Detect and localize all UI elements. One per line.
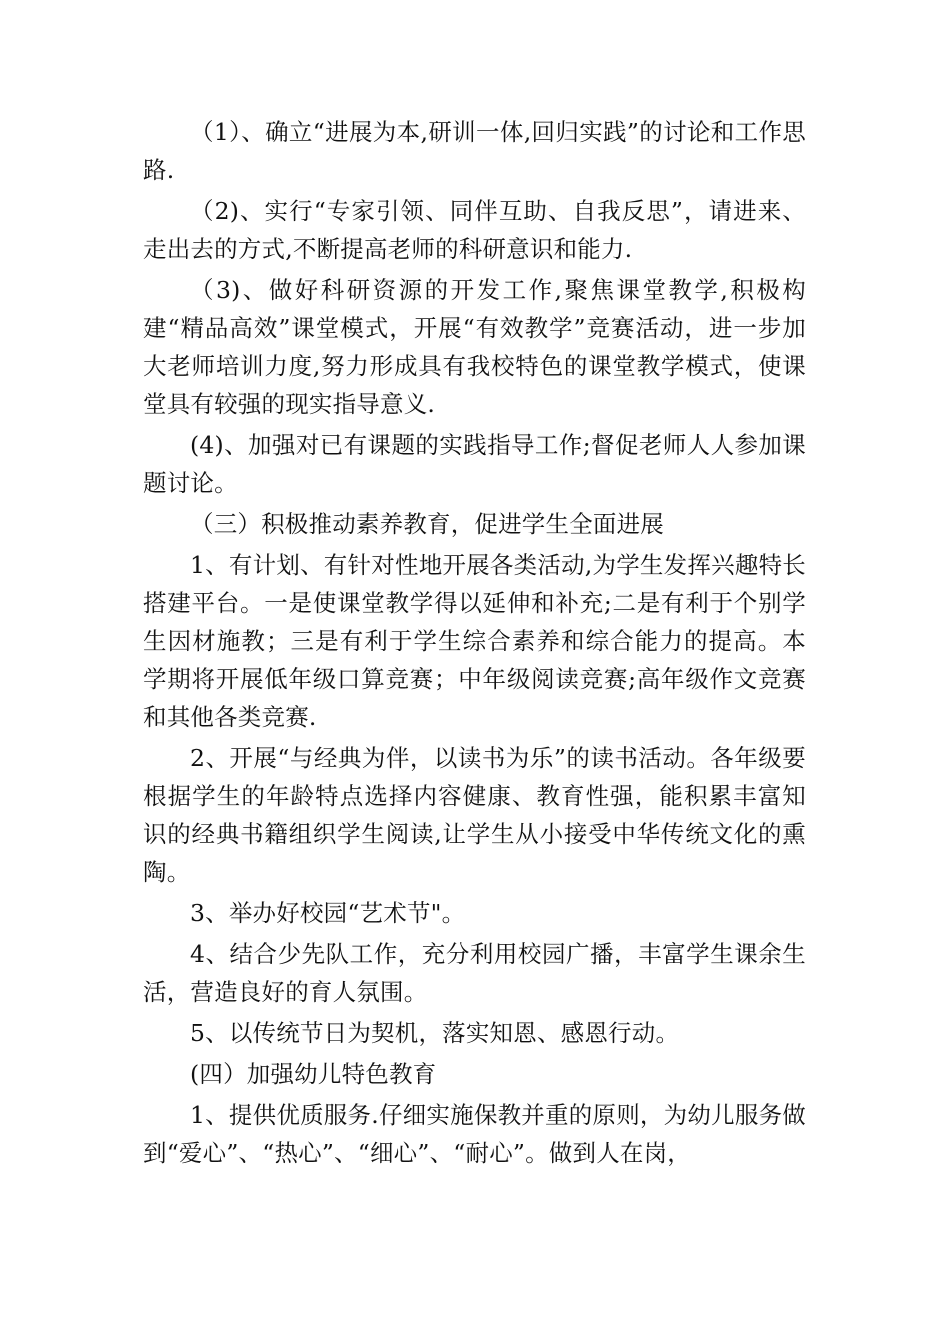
paragraph-10: 1、提供优质服务.仔细实施保教并重的原则，为幼儿服务做到“爱心”、“热心”、“细心”、“耐心”。做到人在岗， xyxy=(143,1101,806,1167)
paragraph-5: 1、有计划、有针对性地开展各类活动,为学生发挥兴趣特长搭建平台。一是使课堂教学得以延伸和补充;二是有利于个别学生因材施教；三是有利于学生综合素养和综合能力的提高。本学期将开展低年级口算竞赛；中年级阅读竞赛;高年级作文竞赛和其他各类竞赛. xyxy=(143,551,806,731)
paragraph-6: 2、开展“与经典为伴，以读书为乐”的读书活动。各年级要根据学生的年龄特点选择内容健康、教育性强，能积累丰富知识的经典书籍组织学生阅读,让学生从小接受中华传统文化的熏陶。 xyxy=(143,744,806,886)
section-heading-3: （三）积极推动素养教育，促进学生全面进展 xyxy=(190,510,664,538)
paragraph-2: （2)、实行“专家引领、同伴互助、自我反思”，请进来、走出去的方式,不断提高老师的科研意识和能力. xyxy=(143,197,806,263)
paragraph-3: （3)、做好科研资源的开发工作,聚焦课堂教学,积极构建“精品高效”课堂模式，开展“有效教学”竞赛活动，进一步加大老师培训力度,努力形成具有我校特色的课堂教学模式，使课堂具有较强的现实指导意义. xyxy=(143,276,806,418)
paragraph-9: 5、以传统节日为契机，落实知恩、感恩行动。 xyxy=(190,1019,680,1047)
paragraph-8: 4、结合少先队工作，充分利用校园广播，丰富学生课余生活，营造良好的育人氛围。 xyxy=(143,940,806,1006)
paragraph-4: (4)、加强对已有课题的实践指导工作;督促老师人人参加课题讨论。 xyxy=(143,431,806,497)
paragraph-1: （1）、确立“进展为本,研训一体,回归实践”的讨论和工作思路. xyxy=(143,118,806,184)
paragraph-7: 3、举办好校园“艺术节"。 xyxy=(190,899,466,927)
document-body xyxy=(143,113,806,1172)
section-heading-4: (四）加强幼儿特色教育 xyxy=(190,1060,437,1088)
